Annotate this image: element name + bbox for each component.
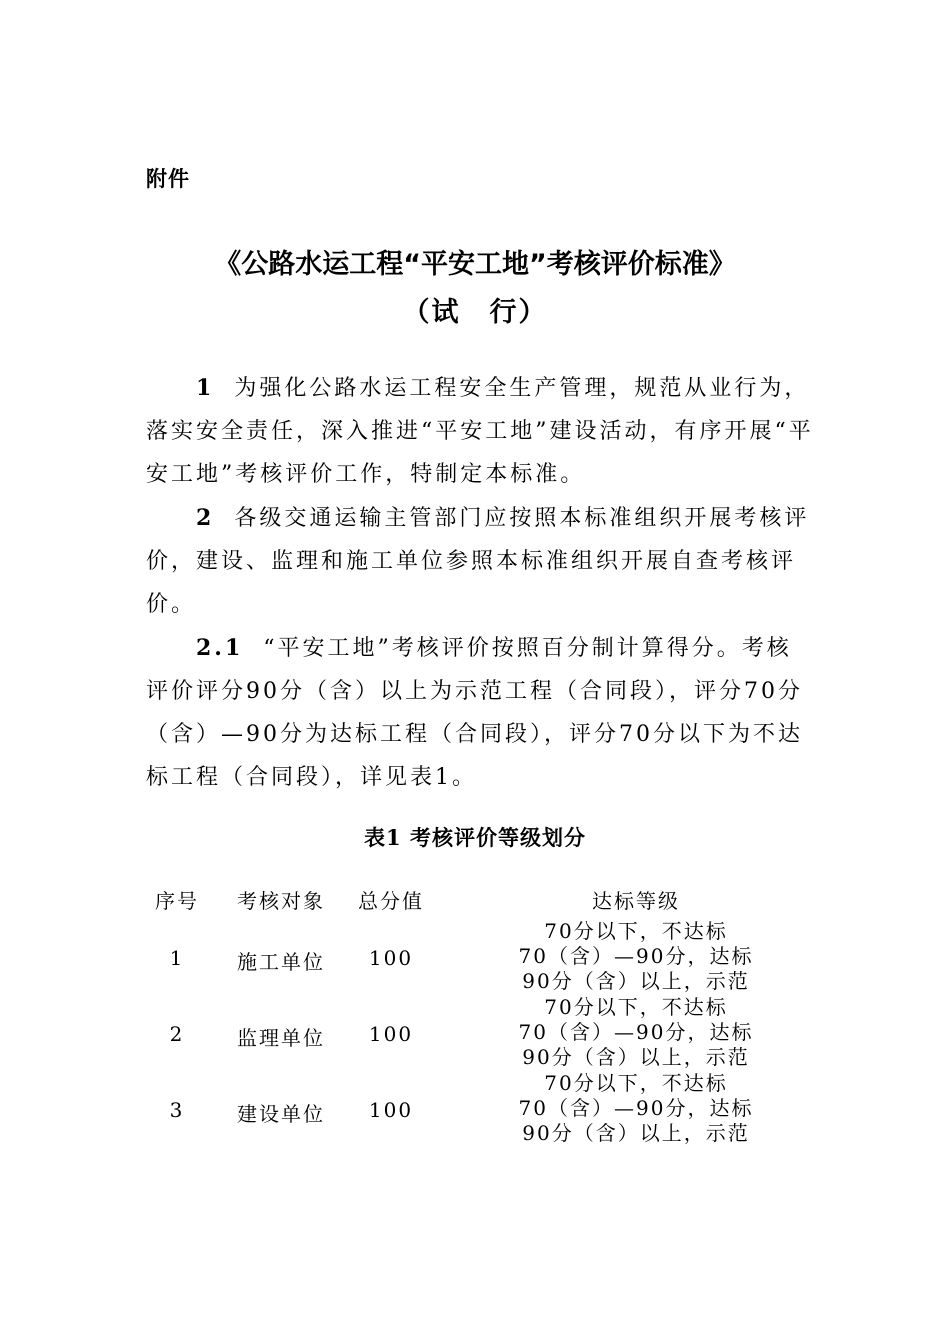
paragraph-1 [146,367,816,496]
paragraph-2 [146,497,816,626]
row-index: 3 [169,1098,185,1122]
row-index: 2 [169,1022,185,1046]
grade-model: 90分（含）以上，示范 [522,1045,750,1069]
row-object: 建设单位 [237,1102,325,1126]
table-caption: 表1 考核评价等级划分 [364,825,586,850]
header-index: 序号 [155,889,199,913]
row-score: 100 [368,946,414,970]
grade-fail: 70分以下，不达标 [544,995,728,1019]
row-score: 100 [368,1098,414,1122]
grade-model: 90分（含）以上，示范 [522,969,750,993]
paragraph-text: 各级交通运输主管部门应按照本标准组织开展考核评价，建设、监理和施工单位参照本标准组织开展自查考核评价。 [146,506,810,617]
grade-pass: 70（含）—90分，达标 [518,1096,754,1120]
row-index: 1 [169,946,185,970]
paragraph-number: 2 [196,505,215,531]
row-grades [476,919,796,994]
grade-pass: 70（含）—90分，达标 [518,944,754,968]
row-grades [476,995,796,1070]
row-object: 监理单位 [237,1026,325,1050]
row-grades [476,1071,796,1146]
document-title: 《公路水运工程“平安工地”考核评价标准》 [214,249,736,280]
grade-fail: 70分以下，不达标 [544,919,728,943]
grade-fail: 70分以下，不达标 [544,1071,728,1095]
row-object: 施工单位 [237,950,325,974]
paragraph-2-1 [146,627,816,799]
grade-pass: 70（含）—90分，达标 [518,1020,754,1044]
paragraph-number: 1 [196,375,215,401]
grade-model: 90分（含）以上，示范 [522,1121,750,1145]
header-score: 总分值 [358,889,424,913]
document-subtitle: （试 行） [402,297,548,328]
attachment-label: 附件 [146,167,190,191]
header-grade: 达标等级 [592,889,680,913]
header-object: 考核对象 [237,889,325,913]
paragraph-text: 为强化公路水运工程安全生产管理，规范从业行为，落实安全责任，深入推进“平安工地”建设活动，有序开展“平安工地”考核评价工作，特制定本标准。 [146,376,814,487]
paragraph-text: “平安工地”考核评价按照百分制计算得分。考核评价评分90分（含）以上为示范工程（合同段），评分70分（含）—90分为达标工程（合同段），评分70分以下为不达标工程（合同段），详见表1。 [146,636,803,790]
row-score: 100 [368,1022,414,1046]
paragraph-number: 2.1 [196,635,244,661]
